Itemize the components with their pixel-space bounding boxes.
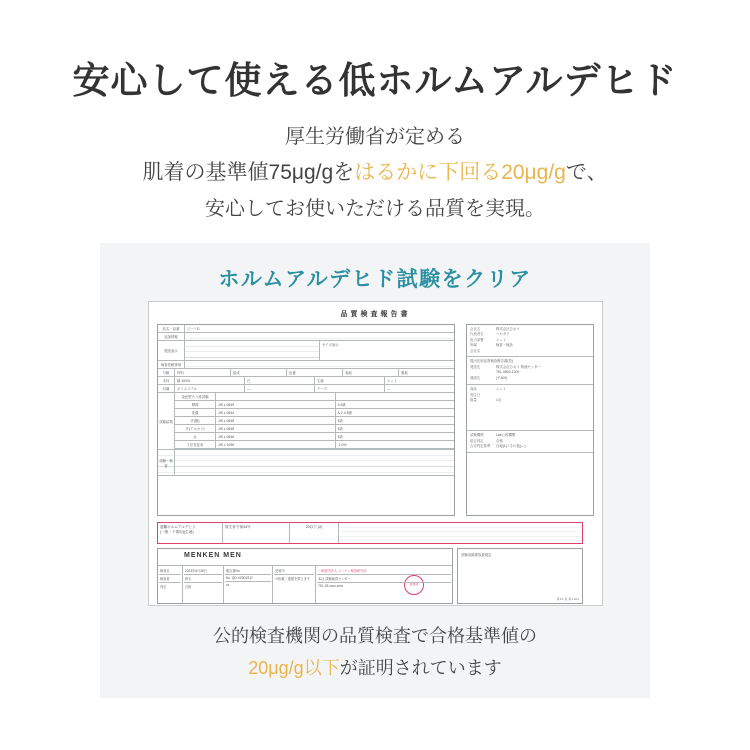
brand-logo: MENKEN MEN [184,552,242,559]
test-result: 4級 [337,435,343,439]
spec-cell: 生地 [315,377,385,384]
inspector-block [157,548,453,604]
spec-col-color: 色番 [287,369,343,376]
contact-value: (〒400) [496,375,508,380]
ship-value: 株式会社ひおう 物流センター [496,364,541,369]
contact-label: 連絡先 [470,375,481,380]
page-title: 安心して使える低ホルムアルデヒド [72,60,678,101]
spec-col-material: 材料 [175,369,231,376]
panel-footnote-line-2-rest: が証明されています [339,657,502,678]
footer-col-lab [316,566,452,603]
institute-section [467,431,593,452]
qty-label: 数量 [470,398,477,403]
row-label: 製造表示 [158,341,185,360]
formaldehyde-value: 20以下 (2) [290,523,339,543]
formaldehyde-blank-area [339,523,582,543]
test-row [175,441,454,449]
footer-col-receipt [273,566,316,603]
row-sub-value: サイズ表示 [322,343,339,347]
spec-col-lining: 裏地 [401,371,408,375]
footer-label-date: 検査日 [159,567,181,575]
footer-lab-center: 本社 試験検査センター [317,575,451,583]
formaldehyde-label-line1: 遊離ホルムアルデヒド [160,525,196,529]
formaldehyde-highlight-row [157,522,583,544]
test-name: 寸法変化率 [175,441,216,448]
test-row [175,393,454,401]
notes-label: 試験・検査 [158,450,175,475]
footer-label-inspector: 検査者 [159,575,181,583]
table-row [158,333,454,341]
spec-cell: ― [387,386,391,391]
spec-cell: 白 [245,377,315,384]
submission-value: 提出先用品質検査報告書(控) [470,359,513,364]
submission-section [467,357,593,385]
test-name: 摩擦 [175,401,216,408]
footer-lab-tel: TEL:03-xxxx-xxxx [318,584,344,588]
page-number: 第1/1 枚 第1-001 [556,597,579,601]
test-name: 汗(アルカリ) [175,425,216,432]
goods-section [467,385,593,431]
footer-value-misc: xx [226,583,230,587]
spec-row-label: 付属 [158,385,175,392]
spec-header-row [158,369,454,377]
test-standard: JIS L 0849 [216,401,336,408]
subheadline [0,104,750,227]
test-block [158,393,454,450]
footer-value-inspector: 鈴木 [184,575,222,583]
table-row [158,361,454,369]
formaldehyde-standard: 厚生省令第34号 [223,523,290,543]
report-regulations-title: 試験成績書取扱規定 [461,553,492,557]
spec-col-classification: 分類 [158,369,175,376]
row-label: 品名・品番 [158,325,185,332]
goods-value: ニット [496,387,507,392]
footer-value-date: 2023年6月28日 [184,567,222,575]
spec-row [158,385,454,393]
subheadline-line-2 [0,155,750,192]
criteria-row [470,444,590,449]
row-value [185,341,320,360]
footer-label-receipt: 受領印 [274,567,314,575]
test-result: 4級 [337,427,343,431]
dept-label: 担当部署 [470,337,484,342]
test-standard [216,393,336,400]
footer-col-labels [158,566,183,603]
contact-row [470,376,590,381]
test-result: 4級 [337,419,343,423]
test-standard: JIS L 0848 [216,417,336,424]
spec-cell: 綿 100% [175,377,245,384]
company2-label: 会社名 [470,348,481,353]
subheadline-line-1: 厚生労働省が定める [285,126,465,149]
footer-value-judgement: 合格 [185,585,192,589]
ship-label: 発送先 [470,364,481,369]
tel-value: TEL 0800-1200 [496,370,520,375]
inspection-seal-icon: 検査済 [404,575,424,595]
criteria-label: 合否判定基準 [470,444,491,449]
subheadline-line-2-a: 肌着の基準値75μg/gを [142,161,355,185]
date-label: 受注日 [470,392,481,397]
test-result [336,393,455,400]
institute-label: 試験機関 [470,433,484,438]
row-value [185,333,454,340]
notes-area [158,450,454,476]
quality-inspection-report [148,301,603,606]
row-value [185,361,454,368]
qty-value: 1点 [496,398,502,403]
panel-footnote-highlight: 20μg/g以下 [248,657,340,678]
dept-value: ニット [496,337,507,342]
spec-row [158,377,454,385]
test-block-label: 試験結果 [158,393,175,449]
test-standard: JIS L 0846 [216,433,336,440]
rep-value: ハセガワ [496,332,510,337]
footer-note: ※転載・複製を禁じます [275,577,311,581]
certificate-footer [157,548,583,604]
company2-row [470,349,590,354]
test-standard: JIS L 0848 [216,425,336,432]
spec-col-face: 表地 [343,369,399,376]
affil-value: 検査・検品 [496,343,513,348]
certificate-title: 品質検査報告書 [340,311,411,318]
institute-value: Lab公的機関 [496,433,516,438]
spec-col-composition: 組成 [231,369,287,376]
test-standard: JIS L 0844 [216,409,336,416]
footer-col-values [183,566,224,603]
row-label: 検査依頼事項 [158,361,185,368]
panel-footnote-line-2 [100,653,650,685]
footer-lab-name: 一般財団法人 メンケン検査研究所 [317,567,451,575]
test-name: 汗(酸) [175,417,216,424]
criteria-value: 白地(1) / その他(―) [496,444,526,449]
subheadline-line-2-highlight: はるかに下回る20μg/g [354,161,566,185]
formaldehyde-label [158,523,223,543]
judge-label: 総合判定 [470,438,484,443]
spec-cell: ― [245,385,315,392]
test-name: 染色堅ろう度試験 [175,393,216,400]
test-result: A-2 4-5級 [337,411,353,415]
goods-label: 商品 [470,387,477,392]
notes-value [175,450,454,475]
test-row [175,433,454,441]
company-section [467,325,593,357]
report-regulations-block [457,548,583,604]
footer-grid [158,565,452,603]
test-result: -1.0% [337,442,347,447]
table-row [158,341,454,361]
row-label: 追加情報 [158,333,185,340]
test-name: 水 [175,433,216,440]
test-standard: JIS L 1096 [216,441,336,448]
test-row [175,401,454,409]
footer-label-report-no: 報告書No. [225,567,271,575]
test-row [175,409,454,417]
row-value: ピーリD [187,327,200,331]
test-row [175,417,454,425]
spec-cell: ポリエステル [175,385,245,392]
footer-label-judgement: 判定 [160,585,167,589]
formaldehyde-label-line2: (一般・下着用)(生地) [160,530,194,535]
footer-col-report-no [224,566,273,603]
test-name: 洗濯 [175,409,216,416]
subheadline-line-2-c: で、 [565,161,608,185]
spec-cell: ニット [387,379,398,383]
spec-cell: テープ [315,385,385,392]
test-row [175,425,454,433]
qty-row [470,398,590,403]
panel-footnote-line-1: 公的検査機関の品質検査で合格基準値の [213,626,537,646]
panel-footnote [100,621,650,684]
panel-title: ホルムアルデヒド試験をクリア [218,268,532,291]
company-label: 会社名 [470,327,481,331]
certificate-panel [100,243,650,698]
table-row [158,325,454,333]
company-value: 株式会社ひおう [496,327,520,331]
company2-value [496,349,590,354]
affil-label: 所属 [470,343,477,348]
certificate-main-table [157,324,455,516]
judge-value: 合格 [496,438,503,443]
certificate-side-table [466,324,594,516]
footer-value-report-no: No. QD-X23D1912 [225,575,271,582]
spec-row-label: 本体 [158,377,175,384]
test-result: 3-5級 [337,403,346,407]
rep-label: 代表者名 [470,332,484,337]
certificate-body [157,324,594,599]
subheadline-line-3: 安心してお使いただける品質を実現。 [205,198,545,220]
